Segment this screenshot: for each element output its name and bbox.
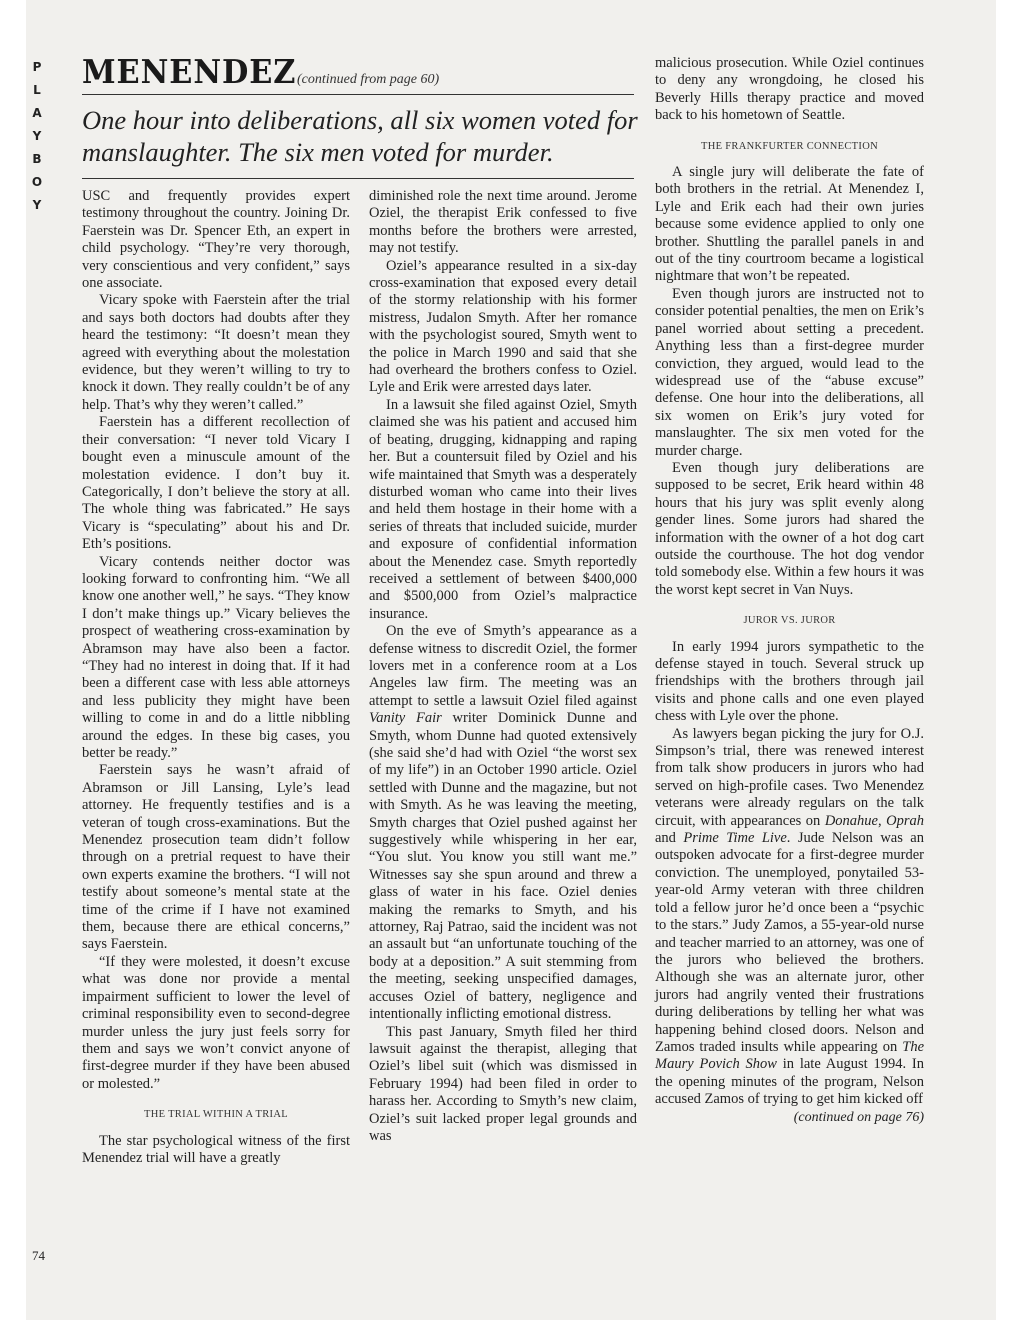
magazine-letter: B	[32, 152, 42, 166]
show-name: Donahue	[824, 812, 878, 829]
show-name: The Maury Povich Show	[655, 1038, 924, 1073]
paragraph: In a lawsuit she filed against Oziel, Smyth claimed she was his patient and accused him of beating, drugging, kidnapping and raping her. But a countersuit filed by Oziel and his wife maintained that Smyth was a desperately disturbed woman who came into their lives and held them hostage in their home with a series of threats that included suicide, murder and exposure of confidential information about the Menendez case. Smyth reportedly received a settlement of between $400,000 and $500,000 from Oziel’s malpractice insurance.	[369, 396, 637, 622]
text-run: As lawyers began picking the jury for O.J. Simpson’s trial, there was renewed interest from talk show producers in jurors who had served on high-profile cases. Two Menendez veterans were already regulars on the talk circuit, with appearances on	[655, 725, 924, 829]
paragraph: Faerstein has a different recollection of their conversation: “I never told Vicary I bought even a minuscule amount of the molestation evidence. I don’t buy it. Categorically, I don’t believe the story at all. The whole thing was fabricated.” He says Vicary is “speculating” about his and Dr. Eth’s positions.	[82, 414, 350, 553]
magazine-letter: Y	[32, 198, 42, 212]
continued-from-note: (continued from page 60)	[297, 72, 440, 87]
magazine-letter: P	[32, 60, 42, 74]
magazine-letter: Y	[32, 129, 42, 143]
section-subhead: THE TRIAL WITHIN A TRIAL	[144, 1109, 288, 1121]
text-run: ,	[878, 812, 887, 829]
pull-quote-deck: One hour into deliberations, all six women voted for manslaughter. The six men voted for murder.	[82, 105, 638, 167]
text-run: . Jude Nelson was an outspoken advocate for a first-degree murder conviction. The unemployed, ponytailed 53-year-old Army veteran with three children told a fellow juror he’d once been a “psychic to the stars.” Judy Zamos, a 55-year-old nurse and teacher married to an attorney, was one of the jurors who believed the brothers. Although she was an alternate juror, other jurors had angrily vented their frustrations during deliberations by telling her what was happening behind closed doors. Nelson and Zamos traded insults while appearing on	[655, 830, 924, 1055]
section-subhead: THE FRANKFURTER CONNECTION	[701, 140, 878, 152]
paragraph: Even though jurors are instructed not to consider potential penalties, the men on Erik’s panel worried about setting a precedent. Anything less than a first-degree murder conviction, they argued, would lead to the widespread use of the “abuse excuse” defense. One hour into the deliberations, all six women on Erik’s jury voted for manslaughter. The six men voted for the murder charge.	[655, 285, 924, 459]
paragraph: Faerstein says he wasn’t afraid of Abramson or Jill Lansing, Lyle’s lead attorney. He frequently testifies and is a veteran of tough cross-examinations. But the Menendez prosecution team didn’t follow through on a pretrial request to have their own experts examine the brothers. “I will not testify about someone’s mental state at the time of the crime if I have not examined them, because there are ethical concerns,” says Faerstein.	[82, 762, 350, 953]
magazine-name-vertical	[30, 60, 44, 221]
column-3	[655, 55, 924, 1126]
column-1	[82, 188, 350, 1167]
paragraph: In early 1994 jurors sympathetic to the defense stayed in touch. Several struck up friendships with the brothers through jail visits and phone calls and one even played chess with Lyle over the phone.	[655, 638, 924, 725]
show-name: Oprah	[886, 812, 925, 829]
paragraph: Vicary spoke with Faerstein after the trial and says both doctors had doubts after they heard the testimony: “It doesn’t mean they agreed with everything about the molestation evidence, but they weren’t willing to try to knock it down. They really couldn’t be of any help. That’s why they weren’t called.”	[82, 292, 350, 413]
column-2	[369, 188, 637, 1145]
page-number: 74	[32, 1248, 45, 1263]
paragraph: Vicary contends neither doctor was looking forward to confronting him. “We all know one another well,” he says. “They know I don’t make things up.” Vicary believes the prospect of weathering cross-examination by Abramson may have also been a factor. “They had no interest in doing that. If it had been a different case with less able attorneys and less publicity they might have been willing to come in and do a little nibbling around the edges. In these big cases, you better be ready.”	[82, 553, 350, 761]
paragraph: “If they were molested, it doesn’t excuse what was done nor provide a mental impairment sufficient to lower the level of criminal responsibility even to second-degree murder unless the jury just feels sorry for them and says we won’t convict anyone of first-degree murder if they have been abused or molested.”	[82, 953, 350, 1092]
section-subhead: JUROR VS. JUROR	[743, 615, 836, 627]
paragraph: This past January, Smyth filed her third lawsuit against the therapist, alleging that Oziel’s libel suit (which was dismissed in February 1994) had been filed in order to harass her. According to Smyth’s new claim, Oziel’s suit lacked proper legal grounds and was	[369, 1023, 637, 1144]
magazine-letter: L	[33, 83, 41, 97]
text-run: writer Dominick Dunne and Smyth, whom Dunne had quoted extensively (she said she’d had with Oziel “the worst sex of my life”) in an October 1990 article. Oziel settled with Dunne and the magazine, but not with Smyth. As he was leaving the meeting, Smyth charges that Oziel pushed against her suggestively while whispering in her ear, “You slut. You know you still want me.” Witnesses say she spun around and threw a glass of water in his face. Oziel denies making the remarks to Smyth, and his attorney, Raj Patrao, said the incident was not an assault but “an unfortunate touching of the body at a deposition.” A suit stemming from the meeting, seeking unspecified damages, accuses Oziel of battery, negligence and intentionally inflicting emotional distress.	[369, 710, 637, 1023]
article-title: MENENDEZ	[82, 52, 297, 91]
show-name: Prime Time Live	[683, 830, 787, 847]
paragraph	[655, 726, 924, 1109]
continued-on-note: (continued on page 76)	[793, 1109, 924, 1125]
text-run: On the eve of Smyth’s appearance as a defense witness to discredit Oziel, the former lovers met in a conference room at a Los Angeles law firm. The meeting was an attempt to settle a lawsuit Oziel filed against	[369, 623, 637, 709]
magazine-letter: A	[32, 106, 42, 120]
publication-name: Vanity Fair	[369, 710, 442, 727]
header-rule	[82, 94, 634, 95]
article-header	[82, 52, 634, 91]
paragraph: USC and frequently provides expert testimony throughout the country. Joining Dr. Faerstein was Dr. Spencer Eth, an expert in child psychology. “They’re very thorough, very conscientious and very confident,” says one associate.	[82, 188, 350, 292]
paragraph: Even though jury deliberations are supposed to be secret, Erik heard within 48 hours that his jury was split evenly along gender lines. Some jurors had shared the information with the owner of a hot dog cart outside the courthouse. The hot dog vendor told somebody else. Within a few hours it was the worst kept secret in Van Nuys.	[655, 459, 924, 598]
deck-rule	[82, 178, 634, 179]
paragraph	[369, 623, 637, 1023]
text-run: in late August 1994. In the opening minutes of the program, Nelson accused Zamos of trying to get him kicked off	[655, 1056, 924, 1108]
magazine-letter: O	[31, 175, 43, 189]
paragraph: Oziel’s appearance resulted in a six-day cross-examination that exposed every detail of the stormy relationship with his former mistress, Judalon Smyth. After her romance with the psychologist soured, Smyth went to the police in March 1990 and said that she had overheard the brothers confess to Oziel. Lyle and Erik were arrested days later.	[369, 257, 637, 396]
paragraph: The star psychological witness of the first Menendez trial will have a greatly	[82, 1132, 350, 1166]
paragraph: diminished role the next time around. Jerome Oziel, the therapist Erik confessed to five months before the brothers were arrested, may not testify.	[369, 188, 637, 257]
text-run: and	[655, 830, 684, 847]
paragraph: A single jury will deliberate the fate of both brothers in the retrial. At Menendez I, Lyle and Erik each had their own juries because some evidence applied to only one brother. Shuttling the parallel panels in and out of the tiny courtroom became a logistical nightmare that won’t be repeated.	[655, 164, 924, 285]
paragraph: malicious prosecution. While Oziel continues to deny any wrongdoing, he closed his Beverly Hills therapy practice and moved back to his hometown of Seattle.	[655, 55, 924, 124]
